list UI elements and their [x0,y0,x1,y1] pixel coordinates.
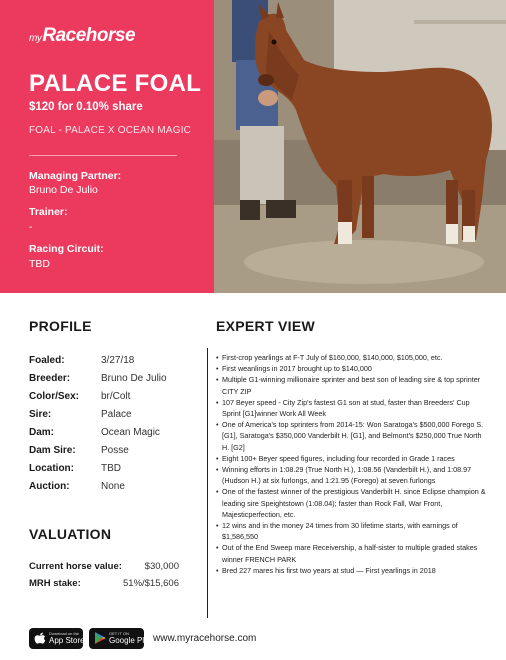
valuation-row-current-value: Current horse value: $30,000 [29,561,179,572]
list-item: • Eight 100+ Beyer speed figures, including four recorded in Grade 1 races [216,453,488,464]
hero-divider [29,155,177,156]
google-play-button[interactable]: GET IT ON Google Play [89,628,144,649]
trainer-label: Trainer: [29,206,68,218]
list-item: • Multiple G1-winning millionaire sprinter and best son of leading sire & top sprinter CITY ZIP [216,374,488,396]
horse-photo [214,0,506,293]
expert-view-heading: EXPERT VIEW [216,318,315,334]
valuation-row-mrh-stake: MRH stake: 51%/$15,606 [29,578,179,589]
profile-heading: PROFILE [29,318,92,334]
list-item: • One of the fastest winner of the prestigious Vanderbilt H. since Eclipse champion & leading sire Speightstown (1:08.04); faster than Rock Fall, War Front, Majesticperfection, etc. [216,486,488,520]
list-item: • 12 wins and in the money 24 times from 30 lifetime starts, with earnings of $1,586,550 [216,520,488,542]
list-item: • First weanlings in 2017 brought up to $140,000 [216,363,488,374]
list-item: • First-crop yearlings at F-T July of $160,000, $140,000, $105,000, etc. [216,352,488,363]
share-price: $120 for 0.10% share [29,101,143,113]
profile-row-color-sex: Color/Sex: br/Colt [29,391,131,402]
managing-partner-label: Managing Partner: [29,170,122,182]
valuation-heading: VALUATION [29,526,112,542]
hero-banner [0,0,506,293]
profile-row-location: Location: TBD [29,463,121,474]
expert-view-list [216,352,488,576]
horse-name: PALACE FOAL [29,70,202,97]
column-divider [207,348,208,618]
profile-row-dam-sire: Dam Sire: Posse [29,445,129,456]
list-item: • Winning efforts in 1:08.29 (True North H.), 1:08.56 (Vanderbilt H.), and 1:08.97 (Hudson H.) at six furlongs, and 1:21.95 (Forego) at seven furlongs [216,464,488,486]
app-store-button[interactable]: Download on the App Store [29,628,83,649]
profile-row-sire: Sire: Palace [29,409,132,420]
horse-lineage: FOAL - PALACE X OCEAN MAGIC [29,125,192,136]
list-item: • One of America's top sprinters from 2014-15: Won Saratoga's $500,000 Forego S. [G1], Saratoga's $350,000 Vanderbilt H. [G1], and Belmont's $250,000 True North H. [G2] [216,419,488,453]
list-item: • 107 Beyer speed - City Zip's fastest G1 son at stud, faster than Breeders' Cup Sprint [G1]winner Work All Week [216,397,488,419]
racing-circuit-label: Racing Circuit: [29,243,104,255]
profile-row-dam: Dam: Ocean Magic [29,427,160,438]
google-play-icon [94,631,106,645]
apple-icon [34,631,46,645]
profile-row-breeder: Breeder: Bruno De Julio [29,373,167,384]
hero-info-panel [0,0,214,293]
trainer-value: - [29,221,33,233]
profile-row-foaled: Foaled: 3/27/18 [29,355,135,366]
profile-row-auction: Auction: None [29,481,125,492]
list-item: • Out of the End Sweep mare Receivership, a half-sister to multiple graded stakes winner FRENCH PARK [216,542,488,564]
racing-circuit-value: TBD [29,258,50,270]
list-item: • Bred 227 mares his first two years at stud — First yearlings in 2018 [216,565,488,576]
managing-partner-value: Bruno De Julio [29,184,98,196]
brand-logo: myRacehorse [29,25,136,46]
website-link[interactable]: www.myracehorse.com [153,633,257,644]
